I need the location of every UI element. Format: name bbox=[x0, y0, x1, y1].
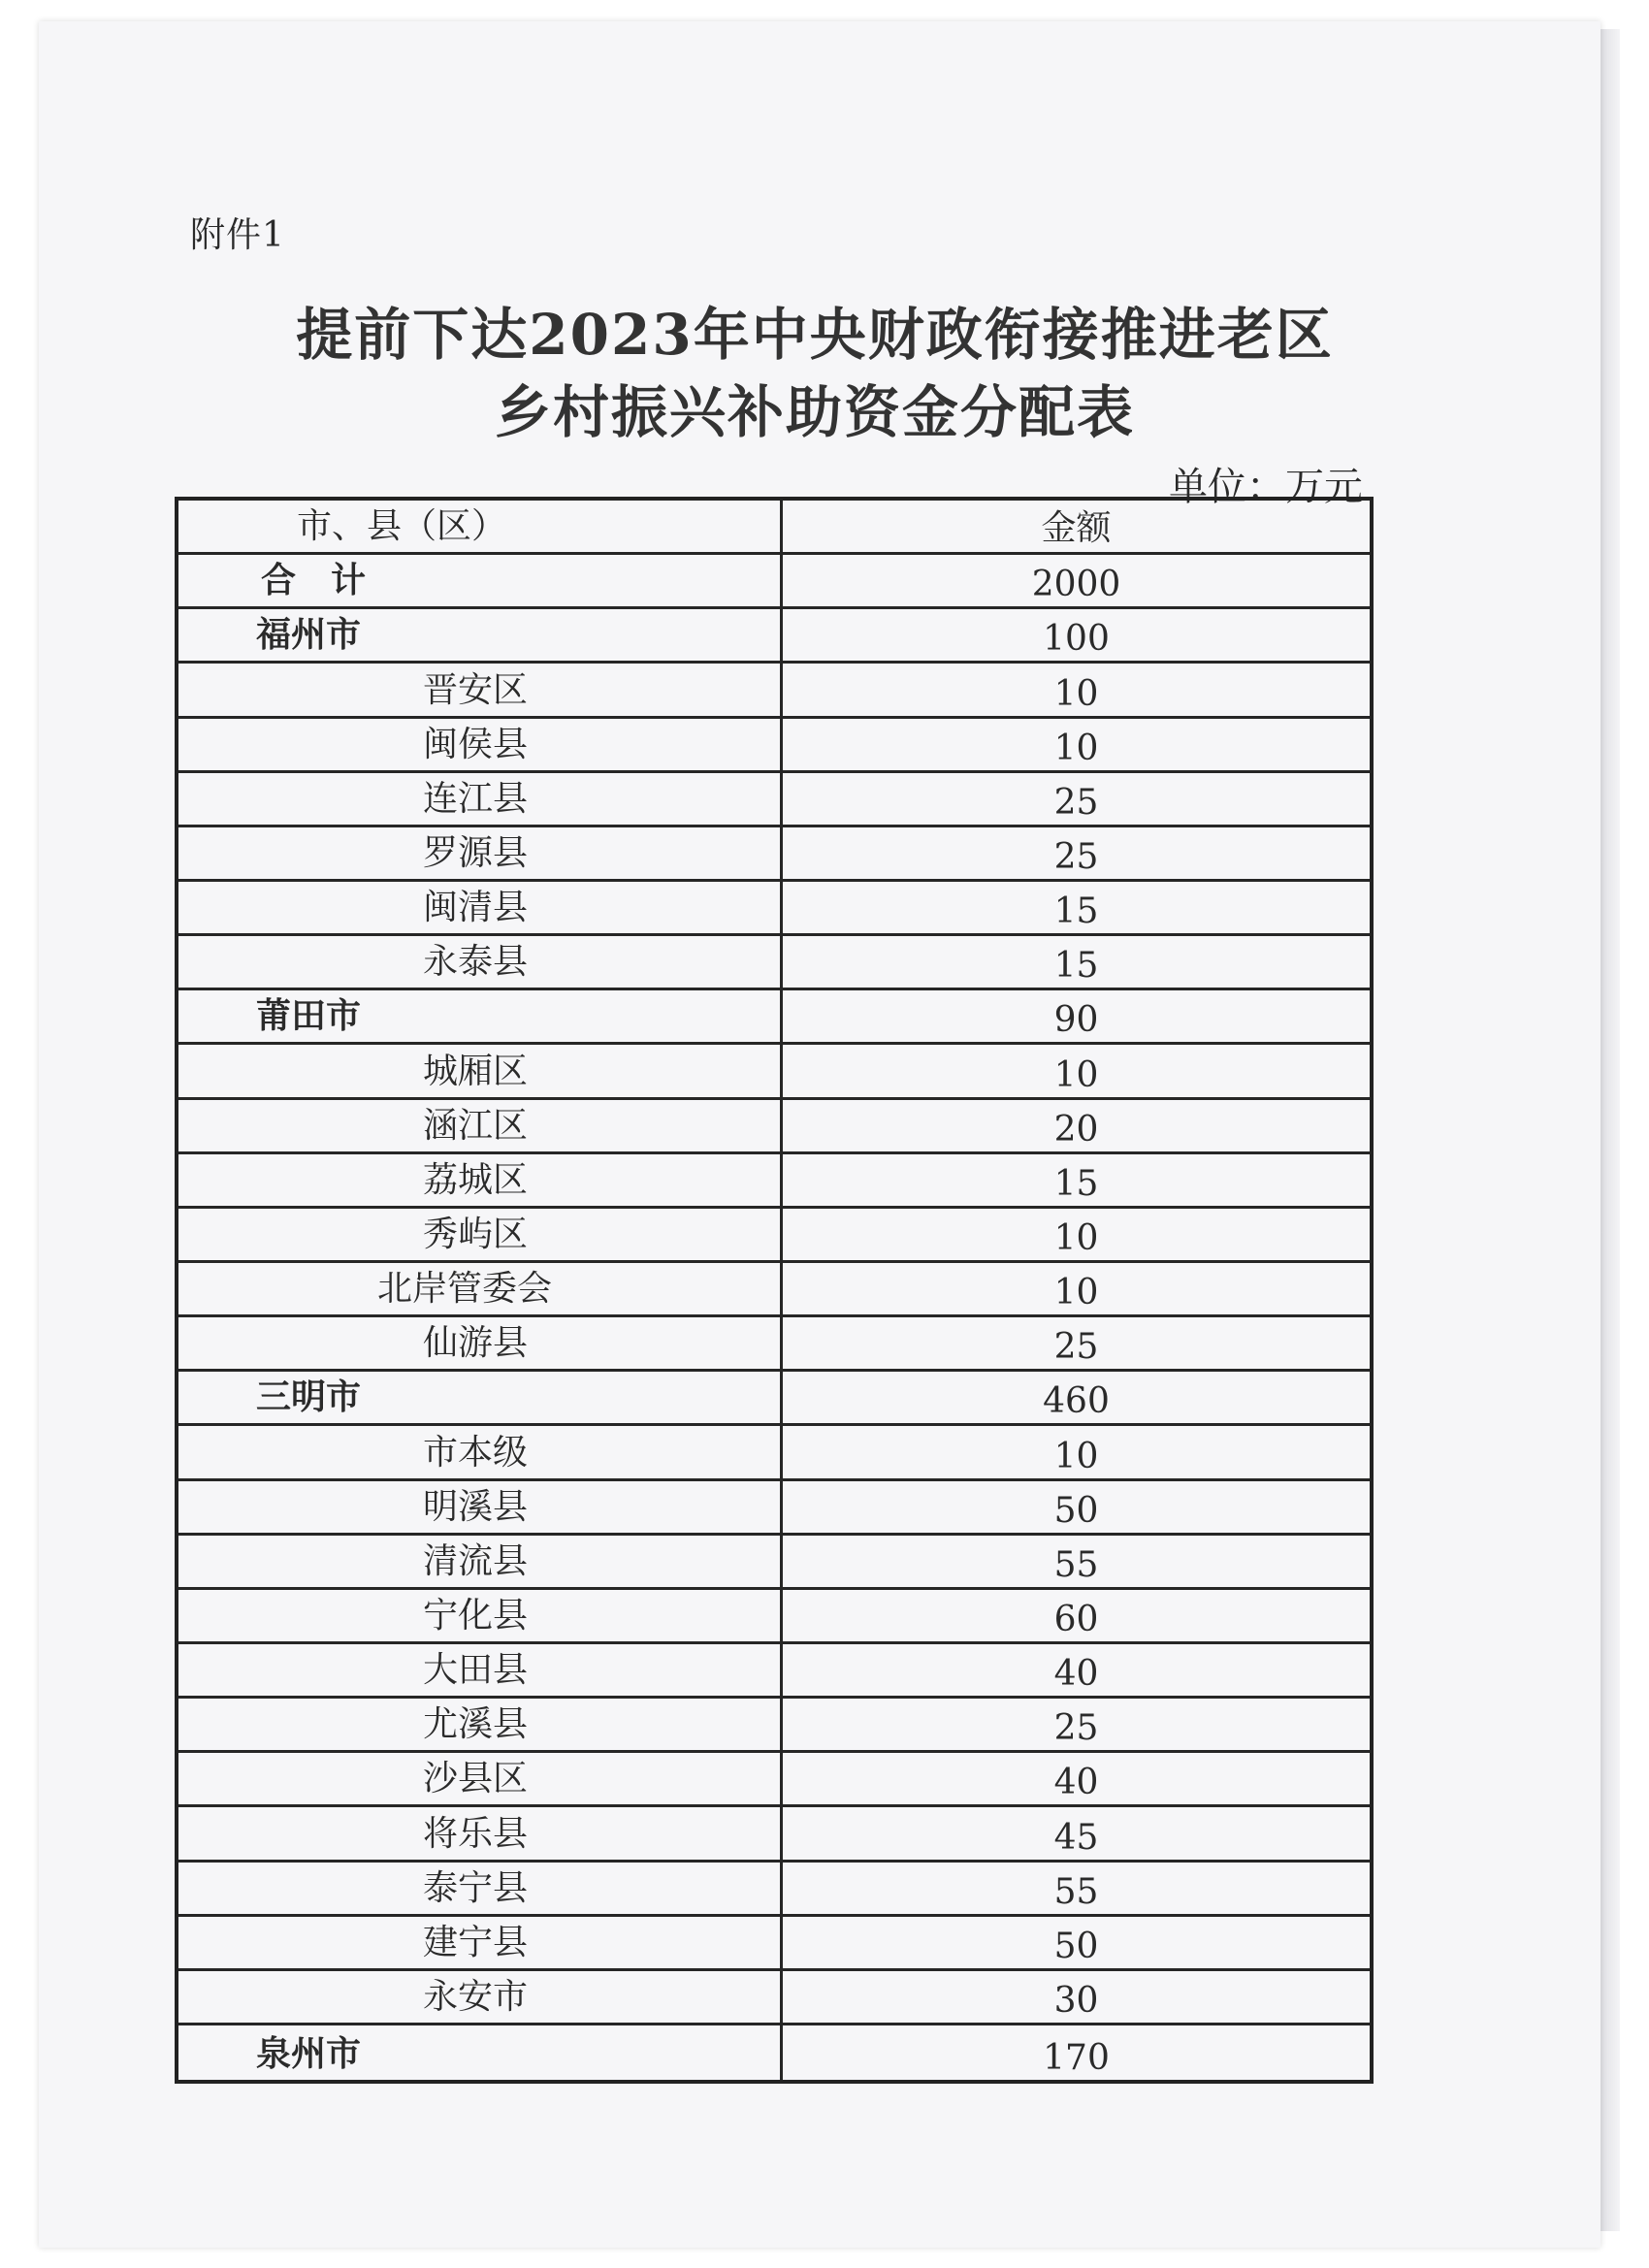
region-name-cell: 连江县 bbox=[178, 773, 783, 825]
amount-cell: 20 bbox=[1053, 1109, 1099, 1150]
amount-cell: 55 bbox=[1053, 1871, 1099, 1912]
table-row bbox=[178, 1372, 1370, 1426]
amount-cell: 90 bbox=[1053, 1000, 1099, 1041]
table-row bbox=[178, 1263, 1370, 1317]
table-row bbox=[178, 1209, 1370, 1263]
amount-cell: 45 bbox=[1053, 1817, 1099, 1858]
region-name-cell: 泰宁县 bbox=[178, 1863, 783, 1914]
amount-cell: 50 bbox=[1053, 1926, 1099, 1966]
region-name-cell: 闽清县 bbox=[178, 882, 783, 933]
region-name-cell: 永安市 bbox=[178, 1971, 783, 2023]
region-name-cell: 三明市 bbox=[178, 1372, 783, 1423]
table-row bbox=[178, 1863, 1370, 1917]
amount-cell: 170 bbox=[1043, 2038, 1110, 2079]
table-row bbox=[178, 1753, 1370, 1807]
amount-cell: 460 bbox=[1043, 1381, 1110, 1422]
region-name-cell: 将乐县 bbox=[178, 1807, 783, 1859]
amount-cell: 10 bbox=[1053, 673, 1099, 714]
table-row bbox=[178, 1699, 1370, 1753]
amount-cell: 25 bbox=[1053, 836, 1099, 877]
amount-cell: 25 bbox=[1053, 1708, 1099, 1749]
table-row bbox=[178, 1590, 1370, 1644]
document-title-line-1: 提前下达2023年中央财政衔接推进老区 bbox=[296, 302, 1334, 368]
table-row bbox=[178, 773, 1370, 827]
amount-cell: 30 bbox=[1053, 1980, 1099, 2021]
table-row bbox=[178, 1807, 1370, 1862]
table-row bbox=[178, 609, 1370, 664]
region-name-cell: 宁化县 bbox=[178, 1590, 783, 1641]
amount-cell: 10 bbox=[1053, 1217, 1099, 1258]
attachment-label: 附件1 bbox=[190, 215, 285, 255]
table-row bbox=[178, 1971, 1370, 2025]
table-row bbox=[178, 1154, 1370, 1209]
region-name-cell: 泉州市 bbox=[178, 2025, 783, 2080]
table-row bbox=[178, 555, 1370, 609]
column-header-region: 市、县（区） bbox=[178, 501, 783, 552]
amount-cell: 25 bbox=[1053, 1327, 1099, 1368]
table-row bbox=[178, 1644, 1370, 1699]
unit-label: 单位：万元 bbox=[1169, 465, 1363, 509]
table-row bbox=[178, 2025, 1370, 2080]
table-row bbox=[178, 1045, 1370, 1099]
amount-cell: 10 bbox=[1053, 1436, 1099, 1476]
table-row bbox=[178, 719, 1370, 773]
region-name-cell: 秀屿区 bbox=[178, 1209, 783, 1260]
region-name-cell: 永泰县 bbox=[178, 936, 783, 988]
region-name-cell: 涵江区 bbox=[178, 1100, 783, 1151]
table-row bbox=[178, 827, 1370, 882]
region-name-cell: 大田县 bbox=[178, 1644, 783, 1696]
region-name-cell: 罗源县 bbox=[178, 827, 783, 879]
table-header-row bbox=[178, 501, 1370, 555]
region-name-cell: 荔城区 bbox=[178, 1154, 783, 1206]
amount-cell: 40 bbox=[1053, 1654, 1099, 1695]
table-row bbox=[178, 1317, 1370, 1372]
table-row bbox=[178, 1100, 1370, 1154]
region-name-cell: 城厢区 bbox=[178, 1045, 783, 1096]
region-name-cell: 清流县 bbox=[178, 1536, 783, 1587]
table-row bbox=[178, 1917, 1370, 1971]
region-name-cell: 明溪县 bbox=[178, 1481, 783, 1533]
amount-cell: 2000 bbox=[1031, 565, 1121, 605]
region-name-cell: 市本级 bbox=[178, 1426, 783, 1477]
document-title-line-2: 乡村振兴补助资金分配表 bbox=[494, 379, 1135, 445]
amount-cell: 100 bbox=[1043, 619, 1110, 660]
amount-cell: 50 bbox=[1053, 1490, 1099, 1531]
region-name-cell: 合计 bbox=[178, 555, 783, 606]
table-row bbox=[178, 1536, 1370, 1590]
region-name-cell: 北岸管委会 bbox=[178, 1263, 783, 1314]
region-name-cell: 建宁县 bbox=[178, 1917, 783, 1968]
amount-cell: 60 bbox=[1053, 1599, 1099, 1639]
amount-cell: 10 bbox=[1053, 1054, 1099, 1095]
amount-cell: 10 bbox=[1053, 728, 1099, 768]
region-name-cell: 闽侯县 bbox=[178, 719, 783, 770]
allocation-table bbox=[175, 497, 1374, 2084]
amount-cell: 40 bbox=[1053, 1763, 1099, 1803]
table-row bbox=[178, 936, 1370, 990]
region-name-cell: 尤溪县 bbox=[178, 1699, 783, 1750]
table-row bbox=[178, 1481, 1370, 1536]
region-name-cell: 晋安区 bbox=[178, 664, 783, 715]
region-name-cell: 仙游县 bbox=[178, 1317, 783, 1369]
amount-cell: 15 bbox=[1053, 946, 1099, 987]
table-row bbox=[178, 664, 1370, 718]
amount-cell: 25 bbox=[1053, 782, 1099, 823]
table-row bbox=[178, 990, 1370, 1045]
table-row bbox=[178, 1426, 1370, 1480]
region-name-cell: 沙县区 bbox=[178, 1753, 783, 1804]
region-name-cell: 莆田市 bbox=[178, 990, 783, 1042]
region-name-cell: 福州市 bbox=[178, 609, 783, 661]
amount-cell: 15 bbox=[1053, 891, 1099, 932]
column-header-amount: 金额 bbox=[1041, 508, 1112, 549]
amount-cell: 15 bbox=[1053, 1163, 1099, 1204]
table-row bbox=[178, 882, 1370, 936]
amount-cell: 55 bbox=[1053, 1544, 1099, 1585]
amount-cell: 10 bbox=[1053, 1273, 1099, 1313]
